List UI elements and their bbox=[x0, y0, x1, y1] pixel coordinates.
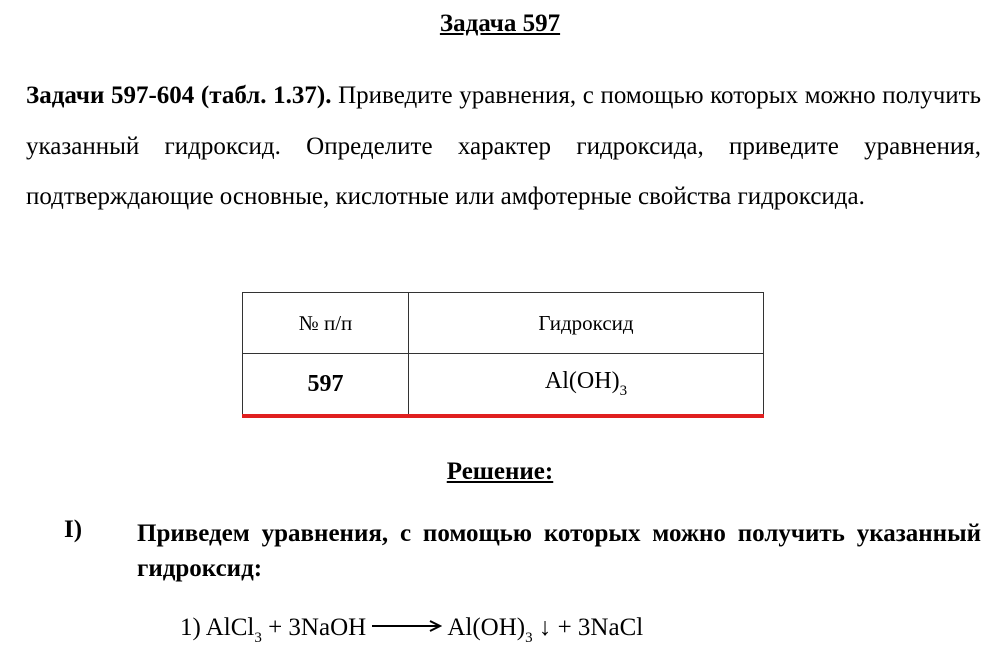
reactant-1: 1) AlCl bbox=[180, 614, 255, 641]
problem-text: Приведите уравнения, с помощью которых можно получить указанный гидроксид. Определите характер гидроксида, приведите уравнения, подтверждающие основные, кислотные или амфотерные свойства гидроксида. bbox=[26, 82, 981, 210]
hydroxide-table bbox=[242, 292, 764, 418]
formula-subscript: 3 bbox=[619, 383, 628, 399]
problem-statement bbox=[26, 71, 981, 223]
precipitate-arrow-icon: ↓ bbox=[538, 614, 552, 641]
page-title: Задача 597 bbox=[439, 10, 561, 37]
product-2: + 3NaCl bbox=[551, 614, 644, 641]
cell-number: 597 bbox=[243, 354, 409, 417]
step-marker: I) bbox=[64, 516, 83, 543]
reactant-1-subscript: 3 bbox=[254, 630, 262, 646]
table-row bbox=[243, 354, 764, 417]
step-text: Приведем уравнения, с помощью которых можно получить указанный гидроксид: bbox=[137, 520, 981, 582]
reactant-2: + 3NaOH bbox=[261, 614, 367, 641]
cell-formula bbox=[409, 354, 764, 417]
header-hydroxide: Гидроксид bbox=[409, 293, 764, 354]
formula-main: Al(OH) bbox=[544, 368, 620, 394]
reaction-arrow-icon bbox=[372, 619, 442, 633]
product-1: Al(OH) bbox=[447, 614, 526, 641]
product-1-subscript: 3 bbox=[525, 630, 533, 646]
header-number: № п/п bbox=[243, 293, 409, 354]
problem-reference: Задачи 597-604 (табл. 1.37). bbox=[26, 82, 332, 109]
solution-heading: Решение: bbox=[446, 458, 554, 485]
table-header-row bbox=[243, 293, 764, 354]
reaction-equation bbox=[180, 614, 643, 647]
